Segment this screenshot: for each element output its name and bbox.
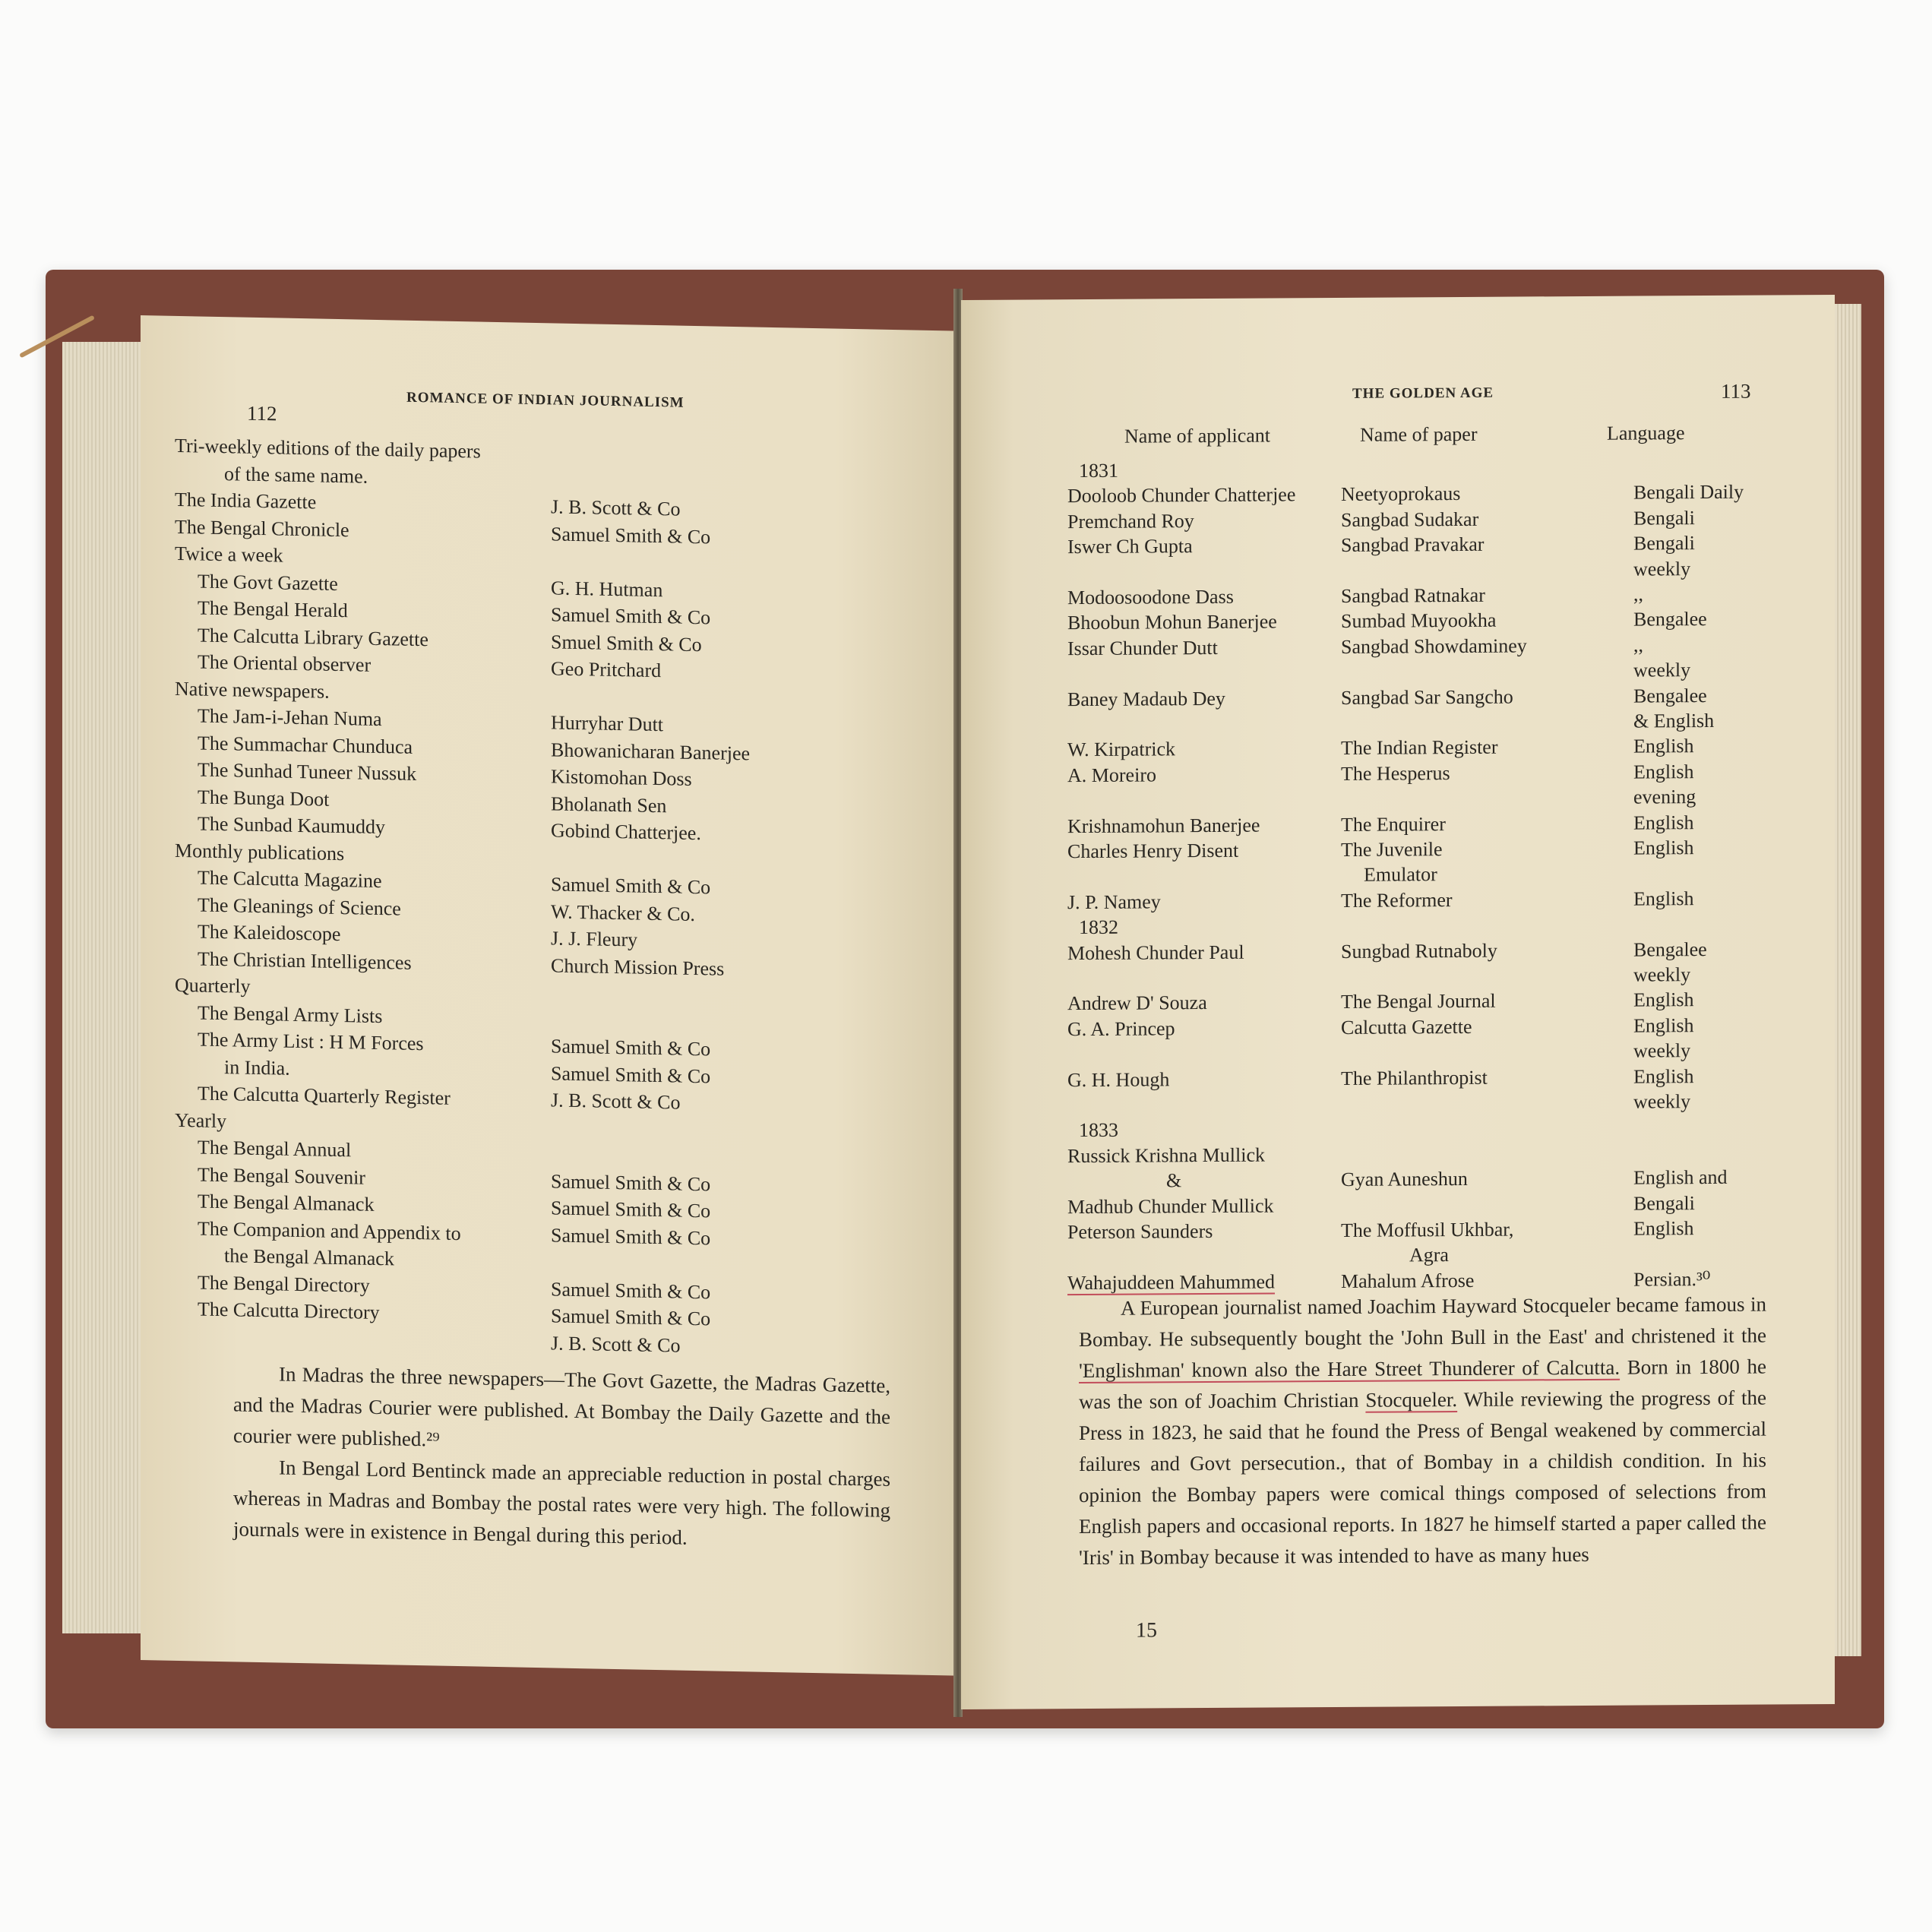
- paper-language: weekly: [1633, 557, 1691, 580]
- publication-name: The Bengal Army Lists: [198, 1001, 383, 1027]
- publisher-name: J. B. Scott & Co: [551, 495, 681, 520]
- publication-name: The Sunhad Tuneer Nussuk: [198, 758, 417, 785]
- paper-name: Mahalum Afrose: [1341, 1269, 1475, 1292]
- publication-name: The Christian Intelligences: [198, 947, 412, 974]
- publication-name: Monthly publications: [175, 839, 345, 865]
- paper-language: weekly: [1633, 1039, 1691, 1062]
- left-entry-row: [141, 433, 957, 463]
- publication-name: The Army List : H M Forces: [198, 1028, 424, 1055]
- applicant-name: Baney Madaub Dey: [1067, 687, 1225, 710]
- paper-name: Agra: [1409, 1244, 1449, 1266]
- publisher-name: Hurryhar Dutt: [551, 711, 664, 736]
- left-entry-row: [141, 1108, 957, 1132]
- paper-name: Sangbad Sudakar: [1341, 508, 1479, 531]
- paper-name: Sangbad Ratnakar: [1341, 583, 1485, 607]
- paper-name: The Hesperus: [1341, 761, 1450, 785]
- paper-name: Sangbad Pravakar: [1341, 533, 1485, 557]
- publisher-name: Bhowanicharan Banerjee: [551, 738, 751, 764]
- publisher-name: Samuel Smith & Co: [551, 1223, 711, 1249]
- applicant-name: Issar Chunder Dutt: [1067, 636, 1218, 659]
- publication-name: The Bunga Doot: [198, 785, 330, 811]
- paper-language: English: [1633, 760, 1694, 783]
- applicant-name: Iswer Ch Gupta: [1067, 535, 1193, 558]
- publisher-name: Kistomohan Doss: [551, 765, 692, 790]
- left-entry-row: [141, 1026, 957, 1061]
- paper-language: Bengalee: [1633, 684, 1707, 707]
- paper-name: The Indian Register: [1341, 736, 1498, 760]
- paper-name: The Moffusil Ukhbar,: [1341, 1218, 1514, 1241]
- left-entry-row: [141, 757, 957, 790]
- publication-name: The Sunbad Kaumuddy: [198, 812, 385, 839]
- left-entry-row: [141, 514, 957, 548]
- applicant-name: G. A. Princep: [1067, 1017, 1175, 1040]
- left-entry-row: [141, 568, 957, 601]
- publication-name: The Kaleidoscope: [198, 920, 341, 946]
- publication-name: The Calcutta Magazine: [198, 866, 382, 893]
- applicant-name: Bhoobun Mohun Banerjee: [1067, 610, 1277, 634]
- applicant-name: 1833: [1079, 1119, 1118, 1142]
- publication-name: The Calcutta Directory: [198, 1298, 380, 1324]
- publisher-name: Samuel Smith & Co: [551, 522, 711, 548]
- header-applicant: Name of applicant: [1124, 424, 1271, 447]
- para-text-3: While reviewing the progress of the Press in 1823, he said that he found the Press of Bengal weakened by commercial failures and Govt persecution., that of Bombay in a childish condition. In his opinion the Bombay papers were comical things composed of selections from English papers and occasional reports. In 1827 he himself started a paper called the 'Iris' in Bombay because it was intended to have as many hues: [1079, 1386, 1767, 1570]
- publication-name: The Summachar Chunduca: [198, 731, 413, 758]
- publisher-name: Samuel Smith & Co: [551, 1169, 711, 1195]
- paper-name: Calcutta Gazette: [1341, 1015, 1472, 1039]
- applicant-name: 1831: [1079, 459, 1118, 482]
- publication-name: The India Gazette: [175, 488, 317, 514]
- publication-name: The Gleanings of Science: [198, 893, 401, 920]
- applicant-name: Charles Henry Disent: [1067, 839, 1239, 863]
- paper-language: weekly: [1633, 1090, 1691, 1113]
- para-text-2: Born in 1800 he was the son of Joachim Christian: [1079, 1355, 1766, 1414]
- publication-name: in India.: [224, 1055, 290, 1080]
- right-page-number: 113: [1721, 379, 1751, 403]
- left-entry-row: [141, 946, 957, 980]
- publication-name: The Jam-i-Jehan Numa: [198, 704, 382, 731]
- left-entry-row: [141, 622, 957, 656]
- publication-name: The Companion and Appendix to: [198, 1216, 461, 1244]
- paper-name: Sungbad Rutnaboly: [1341, 939, 1497, 963]
- applicant-row: [961, 733, 1835, 761]
- applicant-name: &: [1166, 1169, 1182, 1192]
- paper-name: Neetyoprokaus: [1341, 482, 1461, 506]
- applicant-name: J. P. Namey: [1067, 890, 1161, 913]
- paper-language: Bengalee: [1633, 938, 1707, 961]
- publisher-name: Church Mission Press: [551, 953, 725, 980]
- paper-language: ,,: [1633, 634, 1643, 656]
- left-entry-row: [141, 730, 957, 764]
- applicant-name: Peterson Saunders: [1067, 1219, 1213, 1244]
- publication-name: the Bengal Almanack: [224, 1244, 394, 1270]
- left-entry-row: [141, 1188, 957, 1222]
- publication-name: The Bengal Chronicle: [175, 515, 349, 541]
- paper-name: The Juvenile: [1341, 838, 1443, 861]
- publisher-name: Gobind Chatterjee.: [551, 819, 701, 845]
- applicant-row: [961, 683, 1835, 710]
- applicant-name: Wahajuddeen Mahummed: [1067, 1270, 1275, 1294]
- left-entry-row: [141, 784, 957, 817]
- publication-name: The Oriental observer: [198, 650, 372, 676]
- applicant-name: Dooloob Chunder Chatterjee: [1067, 483, 1296, 508]
- paper-language: English: [1633, 1064, 1694, 1088]
- right-page: [961, 295, 1835, 1709]
- publisher-name: J. J. Fleury: [551, 927, 638, 951]
- left-entry-row: [141, 487, 957, 520]
- applicant-row: [961, 987, 1835, 1015]
- publisher-name: Samuel Smith & Co: [551, 1277, 711, 1303]
- left-entry-row: [141, 649, 957, 682]
- paper-language: English: [1633, 988, 1694, 1011]
- paper-language: English: [1633, 1013, 1694, 1037]
- paper-language: Bengali: [1633, 506, 1695, 530]
- left-entry-row: [141, 919, 957, 951]
- paper-name: The Enquirer: [1341, 812, 1446, 836]
- paper-language: English: [1633, 1217, 1694, 1240]
- left-entry-row: [141, 1270, 957, 1303]
- left-entry-row: [141, 838, 957, 865]
- publisher-name: Samuel Smith & Co: [551, 873, 711, 899]
- publication-name: Yearly: [175, 1108, 227, 1132]
- left-entry-row: [141, 865, 957, 899]
- applicant-name: Andrew D' Souza: [1067, 991, 1207, 1015]
- applicant-row: [961, 810, 1835, 837]
- applicant-name: A. Moreiro: [1067, 764, 1156, 786]
- paper-language: Bengali: [1633, 532, 1695, 555]
- paper-language: English: [1633, 811, 1694, 834]
- paragraph-bentinck: In Bengal Lord Bentinck made an appreciable reduction in postal charges whereas in Madras and Bombay the postal rates were very high. The following journals were in existence in Bengal during this period.: [233, 1456, 890, 1549]
- publisher-name: Samuel Smith & Co: [551, 1061, 711, 1087]
- paper-language: & English: [1633, 709, 1715, 732]
- paper-language: English: [1633, 735, 1694, 757]
- left-entry-row: [141, 460, 957, 488]
- publication-name: The Govt Gazette: [198, 569, 338, 595]
- publication-name: The Calcutta Library Gazette: [198, 623, 428, 650]
- applicant-name: Krishnamohun Banerjee: [1067, 814, 1260, 837]
- left-entry-row: [141, 595, 957, 629]
- left-entry-row: [141, 892, 957, 925]
- publisher-name: W. Thacker & Co.: [551, 900, 695, 925]
- paper-language: English and: [1633, 1166, 1728, 1189]
- left-entry-row: [141, 1296, 957, 1330]
- left-entry-row: [141, 1134, 957, 1162]
- paper-name: The Bengal Journal: [1341, 990, 1496, 1013]
- publication-name: The Bengal Herald: [198, 596, 348, 622]
- paper-name: The Reformer: [1341, 888, 1453, 912]
- paper-language: weekly: [1633, 963, 1691, 986]
- publication-name: of the same name.: [224, 462, 368, 488]
- left-entry-row: [141, 541, 957, 567]
- left-running-head: ROMANCE OF INDIAN JOURNALISM: [406, 389, 685, 411]
- left-entry-row: [141, 1000, 957, 1027]
- applicant-row: [961, 1266, 1835, 1294]
- applicant-name: G. H. Hough: [1067, 1067, 1170, 1091]
- applicant-name: Madhub Chunder Mullick: [1067, 1194, 1274, 1218]
- paragraph-madras: In Madras the three newspapers—The Govt Gazette, the Madras Gazette, and the Madras Courier were published. At Bombay the Daily Gazette and the courier were published.²⁹: [233, 1362, 890, 1451]
- left-page-number: 112: [247, 401, 277, 425]
- paper-language: Bengali Daily: [1633, 481, 1744, 504]
- paper-name: Sumbad Muyookha: [1341, 609, 1497, 633]
- paper-language: weekly: [1633, 659, 1691, 681]
- left-page: [141, 315, 957, 1676]
- publisher-name: J. B. Scott & Co: [551, 1089, 681, 1114]
- applicant-row: [961, 581, 1835, 609]
- publication-name: The Bengal Souvenir: [198, 1162, 365, 1189]
- publisher-name: Smuel Smith & Co: [551, 630, 702, 656]
- paper-language: Bengalee: [1633, 608, 1707, 631]
- paper-language: Bengali: [1633, 1191, 1695, 1215]
- left-page-edges: [62, 342, 146, 1633]
- left-entry-row: [141, 1080, 957, 1114]
- publisher-name: Bholanath Sen: [551, 792, 667, 817]
- header-language: Language: [1607, 422, 1685, 444]
- paper-language: Persian.³⁰: [1633, 1267, 1711, 1291]
- underlined-englishman: 'Englishman' known also the Hare Street Thunderer of Calcutta.: [1079, 1355, 1621, 1383]
- stocqueler-paragraph: [1079, 1289, 1766, 1574]
- publication-name: Twice a week: [175, 542, 283, 567]
- publisher-name: Geo Pritchard: [551, 657, 662, 682]
- left-entry-row: [141, 1323, 957, 1357]
- publication-name: Quarterly: [175, 973, 251, 998]
- paper-name: The Philanthropist: [1341, 1066, 1488, 1089]
- paper-name: Emulator: [1364, 863, 1437, 887]
- right-running-head: THE GOLDEN AGE: [1352, 384, 1494, 402]
- left-entry-row: [141, 1054, 957, 1087]
- left-entry-row: [141, 972, 957, 998]
- publication-name: Tri-weekly editions of the daily papers: [175, 434, 481, 463]
- publisher-name: J. B. Scott & Co: [551, 1331, 681, 1357]
- paper-name: Gyan Auneshun: [1341, 1168, 1468, 1191]
- paper-name: Sangbad Showdaminey: [1341, 634, 1527, 658]
- underlined-stocqueler: Stocqueler.: [1365, 1388, 1458, 1412]
- applicant-name: W. Kirpatrick: [1067, 738, 1175, 761]
- applicant-row: [961, 1064, 1835, 1091]
- paper-language: evening: [1633, 786, 1696, 808]
- publication-name: The Bengal Almanack: [198, 1190, 375, 1216]
- publisher-name: G. H. Hutman: [551, 576, 663, 601]
- publication-name: The Bengal Annual: [198, 1136, 352, 1162]
- applicant-name: Russick Krishna Mullick: [1067, 1143, 1265, 1167]
- publisher-name: Samuel Smith & Co: [551, 1304, 711, 1330]
- publisher-name: Samuel Smith & Co: [551, 1197, 711, 1222]
- applicant-name: Mohesh Chunder Paul: [1067, 941, 1244, 964]
- paper-name: Sangbad Sar Sangcho: [1341, 685, 1513, 709]
- publisher-name: Samuel Smith & Co: [551, 603, 711, 629]
- paper-language: English: [1633, 887, 1694, 910]
- left-entry-row: [141, 676, 957, 703]
- applicant-row: [961, 1114, 1835, 1142]
- left-entry-row: [141, 1216, 957, 1249]
- signature-mark: 15: [1136, 1618, 1157, 1643]
- publisher-name: Samuel Smith & Co: [551, 1035, 711, 1061]
- applicant-name: 1832: [1079, 915, 1118, 939]
- publication-name: The Calcutta Quarterly Register: [198, 1082, 451, 1109]
- left-entry-row: [141, 703, 957, 736]
- applicant-name: Premchand Roy: [1067, 509, 1194, 533]
- left-entry-row: [141, 811, 957, 845]
- left-entry-row: [141, 1162, 957, 1195]
- applicant-name: Modoosoodone Dass: [1067, 585, 1234, 609]
- left-entry-row: [141, 1242, 957, 1270]
- header-paper: Name of paper: [1360, 422, 1478, 446]
- publication-name: Native newspapers.: [175, 677, 330, 703]
- applicant-row: [961, 454, 1835, 482]
- publication-name: The Bengal Directory: [198, 1270, 370, 1297]
- left-paragraphs: [233, 1358, 890, 1557]
- paper-language: English: [1633, 836, 1694, 859]
- para-text-1: A European journalist named Joachim Hayward Stocqueler became famous in Bombay. He subsequently bought the 'John Bull in the East' and christened it the: [1079, 1292, 1766, 1352]
- paper-language: ,,: [1633, 583, 1643, 606]
